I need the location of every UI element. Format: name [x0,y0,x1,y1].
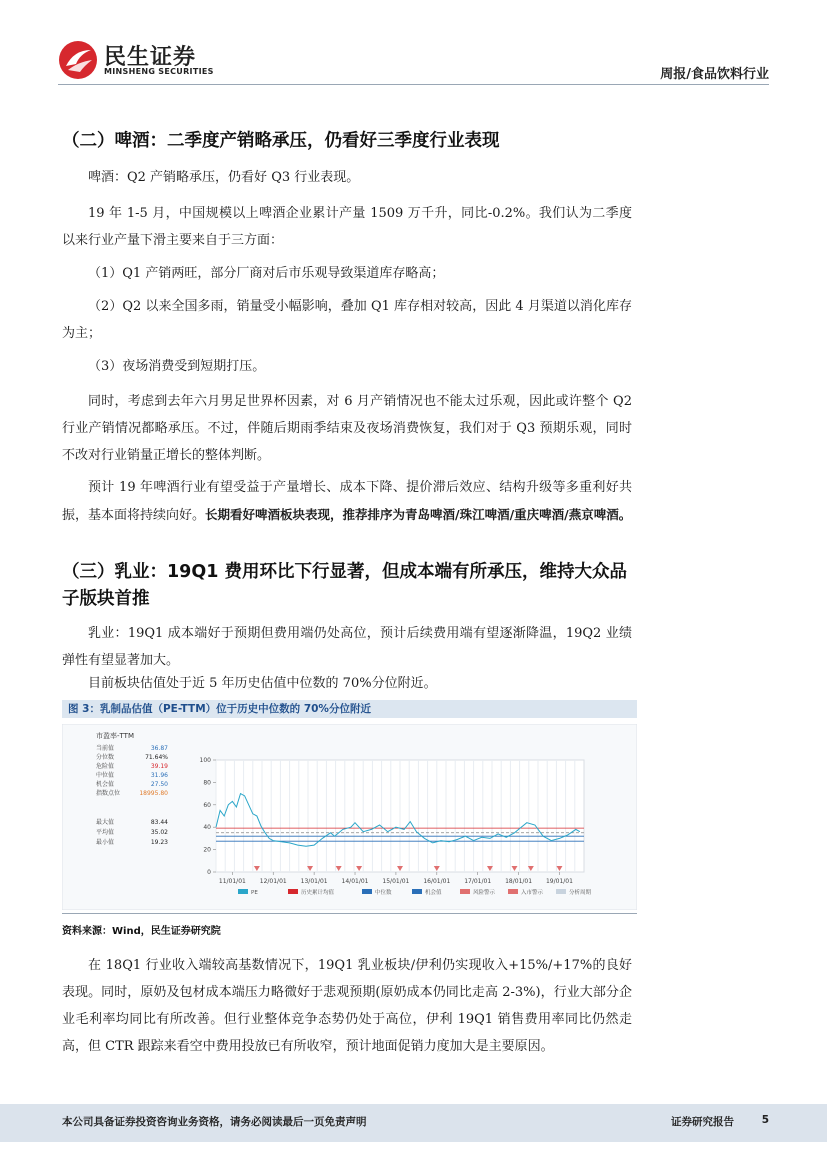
paragraph-dairy-1: 乳业：19Q1 成本端好于预期但费用端仍处高位，预计后续费用端有望逐渐降温，19Q2 业绩弹性有望显著加大。 [62,626,632,668]
y-tick-label: 40 [203,824,211,832]
logo-text-cn: 民生证券 [104,45,197,70]
legend-label: 历史累计均值 [301,890,335,896]
stat-label: 平均值 [96,829,115,836]
y-tick-label: 20 [203,846,211,854]
paragraph-beer-6: 同时，考虑到去年六月男足世界杯因素，对 6 月产销情况也不能太过乐观，因此或许整个 Q2 行业产销情况都略承压。不过，伴随后期雨季结束及夜场消费恢复，我们对于 Q3 预期乐观，同时不改对行业销量正增长的整体判断。 [62,394,632,463]
y-tick-label: 60 [203,801,211,809]
legend-label: 机会值 [425,890,442,896]
stat-value: 35.02 [150,829,168,836]
paragraph-dairy-3: 在 18Q1 行业收入端较高基数情况下，19Q1 乳业板块/伊利仍实现收入+15%/+17%的良好表现。同时，原奶及包材成本端压力略微好于悲观预期(原奶成本仍同比走高 2-3%)，行业大部分企业毛利率均同比有所改善。但行业整体竞争态势仍处于高位，伊利 19Q1 销售费用率同比仍然走高，但 CTR 跟踪来看空中费用投放已有所收窄，预计地面促销力度加大是主要原因。 [62,958,632,1054]
x-tick-label: 11/01/01 [218,878,246,885]
stat-value: 71.64% [145,754,168,761]
header-divider [58,84,769,85]
stat-label: 机会值 [96,781,115,788]
paragraph-beer-2: 19 年 1-5 月，中国规模以上啤酒企业累计产量 1509 万千升，同比-0.2%。我们认为二季度以来行业产量下滑主要来自于三方面： [62,206,632,248]
paragraph-beer-4: （2）Q2 以来全国多雨，销量受小幅影响，叠加 Q1 库存相对较高，因此 4 月渠道以消化库存为主； [62,299,632,341]
beer-7-plain: 预计 19 年啤酒行业有望受益于产量增长、成本下降、提价滞后效应、结构升级等多重利好共振，基本面将持续向好。 [62,480,632,523]
paragraph-beer-3: （1）Q1 产销两旺，部分厂商对后市乐观导致渠道库存略高； [88,266,445,281]
x-tick-label: 13/01/01 [300,878,328,885]
figure-caption: 图 3：乳制品估值（PE-TTM）位于历史中位数的 70%分位附近 [68,703,371,715]
paragraph-beer-7 [62,474,632,529]
stat-label: 中位值 [96,772,115,779]
minsheng-logo-icon [58,40,98,80]
legend-label: 风险警示 [473,890,496,896]
stat-label: 指数点位 [96,790,121,797]
legend-swatch [412,889,422,894]
y-tick-label: 80 [203,779,211,787]
paragraph-dairy-2: 目前板块估值处于近 5 年历史估值中位数的 70%分位附近。 [88,676,437,691]
stat-value: 83.44 [150,819,168,826]
stat-label: 危险值 [96,763,115,770]
legend-label: 中位数 [375,890,392,896]
y-tick-label: 100 [199,757,211,764]
pe-ttm-chart-svg [62,724,637,910]
legend-label: 入市警示 [521,890,544,896]
paragraph-beer-5: （3）夜场消费受到短期打压。 [88,359,266,374]
x-tick-label: 16/01/01 [423,878,451,885]
x-tick-label: 15/01/01 [382,878,410,885]
footer-disclaimer: 本公司具备证券投资咨询业务资格，请务必阅读最后一页免责声明 [62,1116,367,1128]
logo-text-en: MINSHENG SECURITIES [104,67,214,76]
legend-swatch [288,889,298,894]
report-type: 周报/食品饮料行业 [660,67,769,82]
x-tick-label: 19/01/01 [545,878,573,885]
stat-value: 39.19 [150,763,168,770]
stat-label: 最小值 [96,839,115,846]
stat-value: 36.87 [150,745,168,752]
x-tick-label: 17/01/01 [464,878,492,885]
stat-label: 当前值 [96,745,115,752]
page-number: 5 [761,1114,769,1126]
stat-label: 分位数 [96,754,115,761]
beer-recommendation: 长期看好啤酒板块表现，推荐排序为青岛啤酒/珠江啤酒/重庆啤酒/燕京啤酒。 [205,507,632,522]
stat-label: 最大值 [96,819,115,826]
section-beer-title: （二）啤酒：二季度产销略承压，仍看好三季度行业表现 [62,131,500,151]
section-dairy-title: （三）乳业：19Q1 费用环比下行显著，但成本端有所承压，维持大众品子版块首推 [62,562,627,609]
x-tick-label: 14/01/01 [341,878,369,885]
stat-value: 18995.80 [139,790,168,797]
stat-value: 31.96 [150,772,168,779]
y-tick-label: 0 [207,869,211,876]
footer-report-label: 证券研究报告 [671,1116,734,1128]
x-tick-label: 18/01/01 [505,878,533,885]
paragraph-beer-1: 啤酒：Q2 产销略承压，仍看好 Q3 行业表现。 [88,170,360,185]
source-divider [62,913,637,914]
figure-source: 资料来源：Wind，民生证券研究院 [62,926,221,937]
chart-title: 市盈率-TTM [96,732,134,740]
legend-swatch [556,889,566,894]
stat-value: 27.50 [150,781,168,788]
x-tick-label: 12/01/01 [259,878,287,885]
legend-swatch [362,889,372,894]
legend-swatch [238,889,248,894]
legend-label: PE [251,890,258,896]
legend-label: 分析周期 [569,890,592,896]
legend-swatch [508,889,518,894]
legend-swatch [460,889,470,894]
stat-value: 19.23 [150,839,168,846]
pe-ttm-chart [62,724,637,910]
